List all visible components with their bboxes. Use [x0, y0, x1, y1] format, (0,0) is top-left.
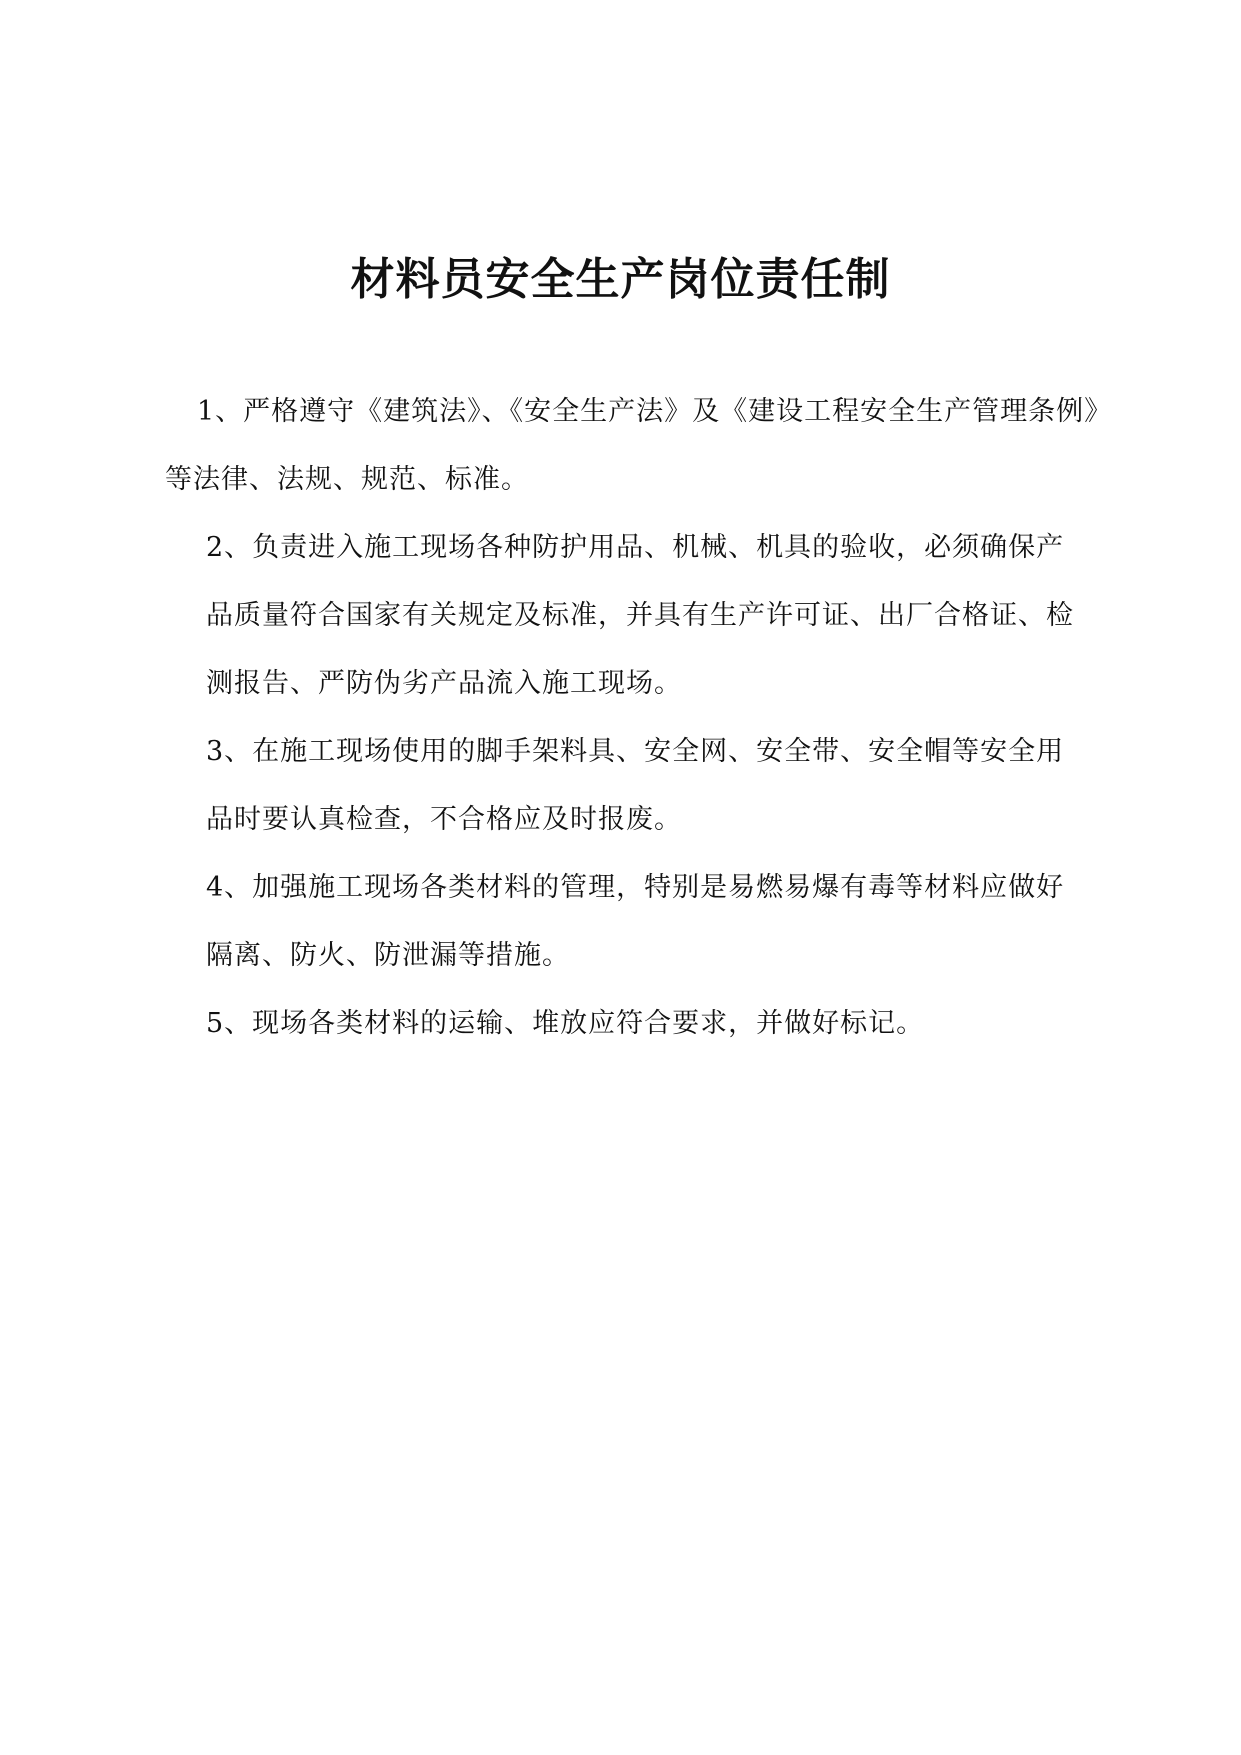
- paragraph-line: 5、现场各类材料的运输、堆放应符合要求，并做好标记。: [206, 1008, 925, 1039]
- document-body: [165, 378, 1113, 1058]
- document-title: 材料员安全生产岗位责任制: [350, 254, 891, 305]
- paragraph-line: 3、在施工现场使用的脚手架料具、安全网、安全带、安全帽等安全用: [206, 736, 1065, 767]
- paragraph-4: [165, 854, 1110, 990]
- paragraph-line: 1、严格遵守《建筑法》、《安全生产法》及《建设工程安全生产管理条例》: [197, 396, 1113, 427]
- paragraph-5: [165, 990, 1110, 1058]
- paragraph-line: 等法律、法规、规范、标准。: [165, 464, 529, 495]
- paragraph-line: 品质量符合国家有关规定及标准，并具有生产许可证、出厂合格证、检: [206, 600, 1074, 631]
- paragraph-3: [165, 718, 1110, 854]
- paragraph-line: 品时要认真检查，不合格应及时报废。: [206, 804, 682, 835]
- paragraph-line: 测报告、严防伪劣产品流入施工现场。: [206, 668, 682, 699]
- paragraph-line: 4、加强施工现场各类材料的管理，特别是易燃易爆有毒等材料应做好: [206, 872, 1065, 903]
- paragraph-1: [165, 378, 1113, 514]
- paragraph-2: [165, 514, 1110, 718]
- paragraph-line: 2、负责进入施工现场各种防护用品、机械、机具的验收，必须确保产: [206, 532, 1065, 563]
- paragraph-line: 隔离、防火、防泄漏等措施。: [206, 940, 570, 971]
